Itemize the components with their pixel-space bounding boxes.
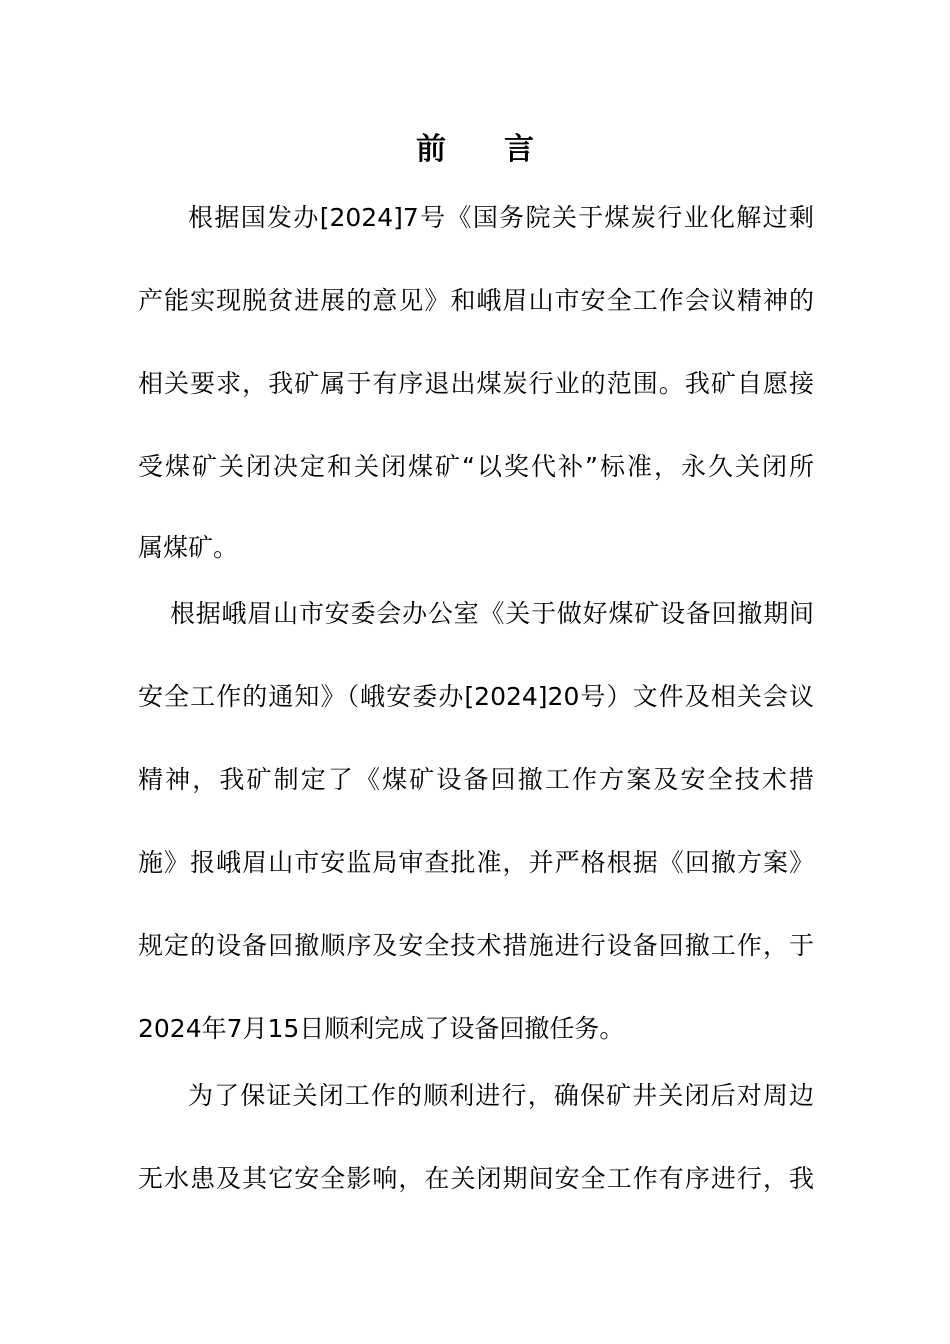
paragraph-2-line-3: 精神，我矿制定了《煤矿设备回撤工作方案及安全技术措: [138, 765, 814, 794]
paragraph-2-line-5: 规定的设备回撤顺序及安全技术措施进行设备回撤工作，于: [138, 931, 814, 960]
paragraph-1-line-3: 相关要求，我矿属于有序退出煤炭行业的范围。我矿自愿接: [138, 369, 814, 398]
page-title-char: 言: [504, 132, 534, 167]
paragraph-2-line-1: 根据峨眉山市安委会办公室《关于做好煤矿设备回撤期间: [170, 599, 814, 628]
page-title-char: 前: [416, 132, 446, 167]
paragraph-2-line-4: 施》报峨眉山市安监局审查批准，并严格根据《回撤方案》: [138, 848, 814, 877]
paragraph-3-line-2: 无水患及其它安全影响，在关闭期间安全工作有序进行，我: [138, 1164, 814, 1193]
paragraph-1-line-1: 根据国发办[2024]7号《国务院关于煤炭行业化解过剩: [188, 203, 814, 232]
paragraph-2-line-2: 安全工作的通知》（峨安委办[2024]20号）文件及相关会议: [138, 682, 814, 711]
paragraph-1-line-2: 产能实现脱贫进展的意见》和峨眉山市安全工作会议精神的: [138, 286, 814, 315]
paragraph-1-line-4: 受煤矿关闭决定和关闭煤矿“以奖代补”标准，永久关闭所: [138, 452, 814, 481]
paragraph-2-line-6: 2024年7月15日顺利完成了设备回撤任务。: [138, 1014, 625, 1043]
paragraph-1-line-5: 属煤矿。: [138, 533, 239, 562]
page-title: [0, 128, 950, 172]
paragraph-3-line-1: 为了保证关闭工作的顺利进行，确保矿井关闭后对周边: [188, 1081, 814, 1110]
